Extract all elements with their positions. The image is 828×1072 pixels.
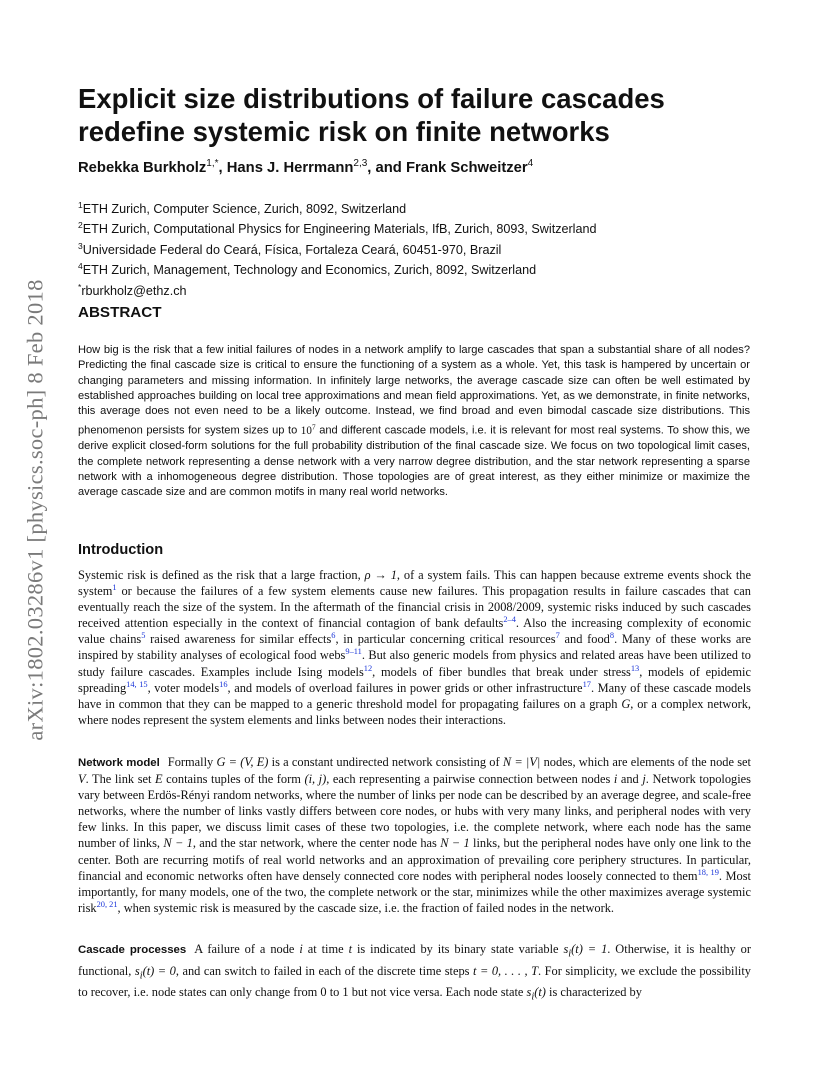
citation-link[interactable]: 5 <box>141 631 146 641</box>
math: i <box>613 772 618 787</box>
citation-link[interactable]: 8 <box>609 631 615 641</box>
body-text: , of a system fails. This can happen because extreme events shock the system <box>78 568 751 599</box>
math: i <box>299 942 303 956</box>
body-text: nodes, which are elements of the node set <box>540 755 751 769</box>
affiliation <box>78 258 778 278</box>
citation-link[interactable]: 20, 21 <box>96 899 118 909</box>
body-text: . But also generic models from physics and related areas have been utilized to study failure cascades. Examples include Ising models <box>78 648 752 679</box>
author-separator: , and <box>367 159 406 176</box>
author-name: Frank Schweitzer <box>405 159 528 176</box>
body-text: , voter models <box>147 680 220 695</box>
body-text: . Also the increasing complexity of economic value chains <box>78 616 751 647</box>
body-text: . For simplicity, we exclude the possibility to recover, i.e. node states can only change from 0 to 1 but not vice versa. Each node state <box>78 963 751 1000</box>
body-text: contains tuples of the form <box>162 772 305 787</box>
introduction-heading: Introduction <box>78 542 164 558</box>
body-text: and food <box>559 632 610 647</box>
body-text: at time <box>302 942 349 956</box>
body-text: . Otherwise, it is healthy or functional, <box>78 942 751 978</box>
math: G = (V, E) <box>216 755 269 769</box>
body-text: is a constant undirected network consisting of <box>268 755 503 769</box>
math: V <box>78 772 86 787</box>
math-exponent: 7 <box>311 422 316 432</box>
cascade-processes-paragraph <box>78 941 751 1006</box>
body-text: . The link set <box>85 772 156 787</box>
math: E <box>155 772 163 787</box>
citation-link[interactable]: 18, 19 <box>697 867 719 877</box>
body-text: , each representing a pairwise connection between nodes <box>326 772 614 787</box>
body-text: , and can switch to failed in each of the discrete time steps <box>175 963 474 978</box>
math: (i, j) <box>304 772 327 787</box>
math: ρ → 1 <box>364 568 397 582</box>
network-model-paragraph <box>78 754 751 916</box>
math-symbol: s <box>526 985 532 1000</box>
body-text: is indicated by its binary state variable <box>352 942 564 956</box>
author-affil-marker: 1,* <box>206 158 219 169</box>
email-text[interactable]: rburkholz@ethz.ch <box>81 284 187 299</box>
author-separator: , <box>218 159 227 176</box>
math-subscript: i <box>531 991 535 1003</box>
math: N − 1 <box>440 836 470 851</box>
body-text: , when systemic risk is measured by the cascade size, i.e. the fraction of failed nodes in the network. <box>117 900 615 915</box>
body-text: is characterized by <box>545 985 642 1000</box>
affiliations <box>78 197 778 299</box>
abstract-math <box>300 422 316 438</box>
citation-link[interactable]: 7 <box>555 631 560 641</box>
abstract-text: and different cascade models, i.e. it is relevant for most real systems. To show this, we derive explicit closed-form solutions for the full probability distribution of the final cascade size. We focus on two topological limit cases, the complete network representing a dense network with a very narrow degree distribution, and the star network representing a sparse network with a inhomogeneous degree distribution. Those topologies are of great interest, as they either minimize or maximize the average cascade size and are common motifs in many real world networks. <box>78 425 751 499</box>
body-text: and <box>617 772 643 787</box>
abstract-heading: ABSTRACT <box>78 304 162 321</box>
paragraph-label: Cascade processes <box>78 944 187 956</box>
abstract-text: How big is the risk that a few initial failures of nodes in a network amplify to large cascades that span a substantial share of all nodes? Predicting the final cascade size is critical to ensure the functioning of a system as a whole. Yet, this task is hampered by uncertain or changing parameters and missing information. In infinitely large networks, the average cascade size can often be well estimated by established approaches building on local tree approximations and mean field approximations. Yet, as we demonstrate, in finite networks, this average does not even need to be a likely outcome. Instead, we find broad and even bimodal cascade size distributions. This phenomenon persists for system sizes up to <box>78 344 750 438</box>
body-text: A failure of a node <box>194 942 300 956</box>
body-text: raised awareness for similar effects <box>145 632 332 647</box>
affiliation <box>78 217 778 237</box>
math-subscript: i <box>139 970 143 982</box>
math <box>134 963 176 982</box>
body-text: . Many of these works are inspired by stability analyses of ecological food webs <box>78 632 751 663</box>
citation-link[interactable]: 12 <box>363 663 373 673</box>
math-rest: (t) = 1 <box>571 942 608 956</box>
math-rest: (t) <box>534 985 546 1000</box>
paragraph-label: Network model <box>78 757 160 769</box>
body-text: . Network topologies vary between Erdös-Rényi random networks, where the number of links per node can be described by an average degree, and scale-free networks, where the number of links vastly differs between core nodes, or hubs with very many links, and peripheral nodes with very few links. In this paper, we discuss limit cases of these two topologies, i.e. the complete network, where each node has the same number of links, <box>78 772 751 851</box>
math: N − 1 <box>163 836 193 851</box>
math: j <box>642 772 646 787</box>
math: G <box>621 696 631 711</box>
affiliation-text: Universidade Federal do Ceará, Física, Fortaleza Ceará, 60451-970, Brazil <box>82 243 502 258</box>
affiliation-text: ETH Zurich, Computational Physics for Engineering Materials, IfB, Zurich, 8093, Switzerland <box>82 222 597 237</box>
citation-link[interactable]: 9–11 <box>345 647 362 657</box>
math-symbol: s <box>563 942 569 956</box>
citation-link[interactable]: 16 <box>219 679 228 689</box>
affiliation-text: ETH Zurich, Management, Technology and Economics, Zurich, 8092, Switzerland <box>82 263 537 278</box>
citation-link[interactable]: 1 <box>112 582 117 592</box>
body-text: , models of fiber bundles that break under stress <box>372 664 631 679</box>
arxiv-stamp-text: arXiv:1802.03286v1 [physics.soc-ph] 8 Feb 2018 <box>23 279 49 741</box>
body-text: Formally <box>167 755 217 769</box>
affiliation <box>78 197 778 217</box>
body-text: links, but the peripheral nodes have only one link to the center. Both are recurring motifs of real world networks and an approximation of prevailing core periphery structures. In particular, financial and economic networks often have densely connected core nodes with peripheral nodes loosely connected to them <box>78 836 751 883</box>
math-rest: (t) = 0 <box>142 963 176 978</box>
corresponding-email[interactable] <box>78 279 778 299</box>
body-text: , or a complex network, where nodes represent the system elements and links between nodes their interactions. <box>78 696 751 727</box>
citation-link[interactable]: 13 <box>630 663 640 673</box>
math: N = |V| <box>502 755 541 769</box>
author-name: Hans J. Herrmann <box>226 159 354 176</box>
paper-title: Explicit size distributions of failure cascades redefine systemic risk on finite networks <box>78 83 665 147</box>
author-affil-marker: 2,3 <box>353 158 368 169</box>
affiliation <box>78 238 778 258</box>
introduction-paragraph <box>78 567 751 728</box>
author-list <box>78 158 778 176</box>
citation-link[interactable]: 6 <box>331 631 336 641</box>
math: t = 0, . . . , T <box>473 963 538 978</box>
body-text: Systemic risk is defined as the risk that a large fraction, <box>78 568 365 582</box>
citation-link[interactable]: 14, 15 <box>126 679 148 689</box>
affiliation-marker: 2 <box>78 220 83 231</box>
arxiv-stamp <box>18 260 54 760</box>
body-text: . Many of these cascade models have in common that they can be mapped to a generic threshold model for propagating failures on a graph <box>78 680 751 711</box>
citation-link[interactable]: 17 <box>582 679 591 689</box>
affiliation-marker: * <box>78 281 82 292</box>
math <box>563 942 608 960</box>
author-affil-marker: 4 <box>527 158 534 169</box>
affiliation-text: ETH Zurich, Computer Science, Zurich, 8092, Switzerland <box>82 202 407 217</box>
affiliation-marker: 4 <box>78 261 83 272</box>
body-text: , and the star network, where the center node has <box>192 836 441 851</box>
math-symbol: s <box>134 963 140 978</box>
affiliation-marker: 1 <box>78 200 83 210</box>
body-text: , in particular concerning critical resources <box>335 632 556 647</box>
affiliation-marker: 3 <box>78 240 83 251</box>
body-text: , models of epidemic spreading <box>78 664 751 695</box>
abstract-body <box>78 343 750 501</box>
body-text: , and models of overload failures in power grids or other infrastructure <box>227 680 583 695</box>
math-subscript: i <box>568 948 572 960</box>
body-text: . Most importantly, for many models, one of the two, the complete network or the star, minimizes while the other maximizes average systemic risk <box>78 868 751 915</box>
author-name: Rebekka Burkholz <box>78 159 207 176</box>
body-text: or because the failures of a few system elements cause new failures. This propagation results in failure cascades that can eventually reach the size of the system. In the aftermath of the financial crisis in 2008/2009, systemic risks induced by such cascades received attention especially in the context of financial contagion of bank defaults <box>78 584 751 631</box>
math <box>526 985 546 1003</box>
math-base: 10 <box>300 425 312 438</box>
citation-link[interactable]: 2–4 <box>503 615 516 625</box>
math: t <box>348 942 353 956</box>
